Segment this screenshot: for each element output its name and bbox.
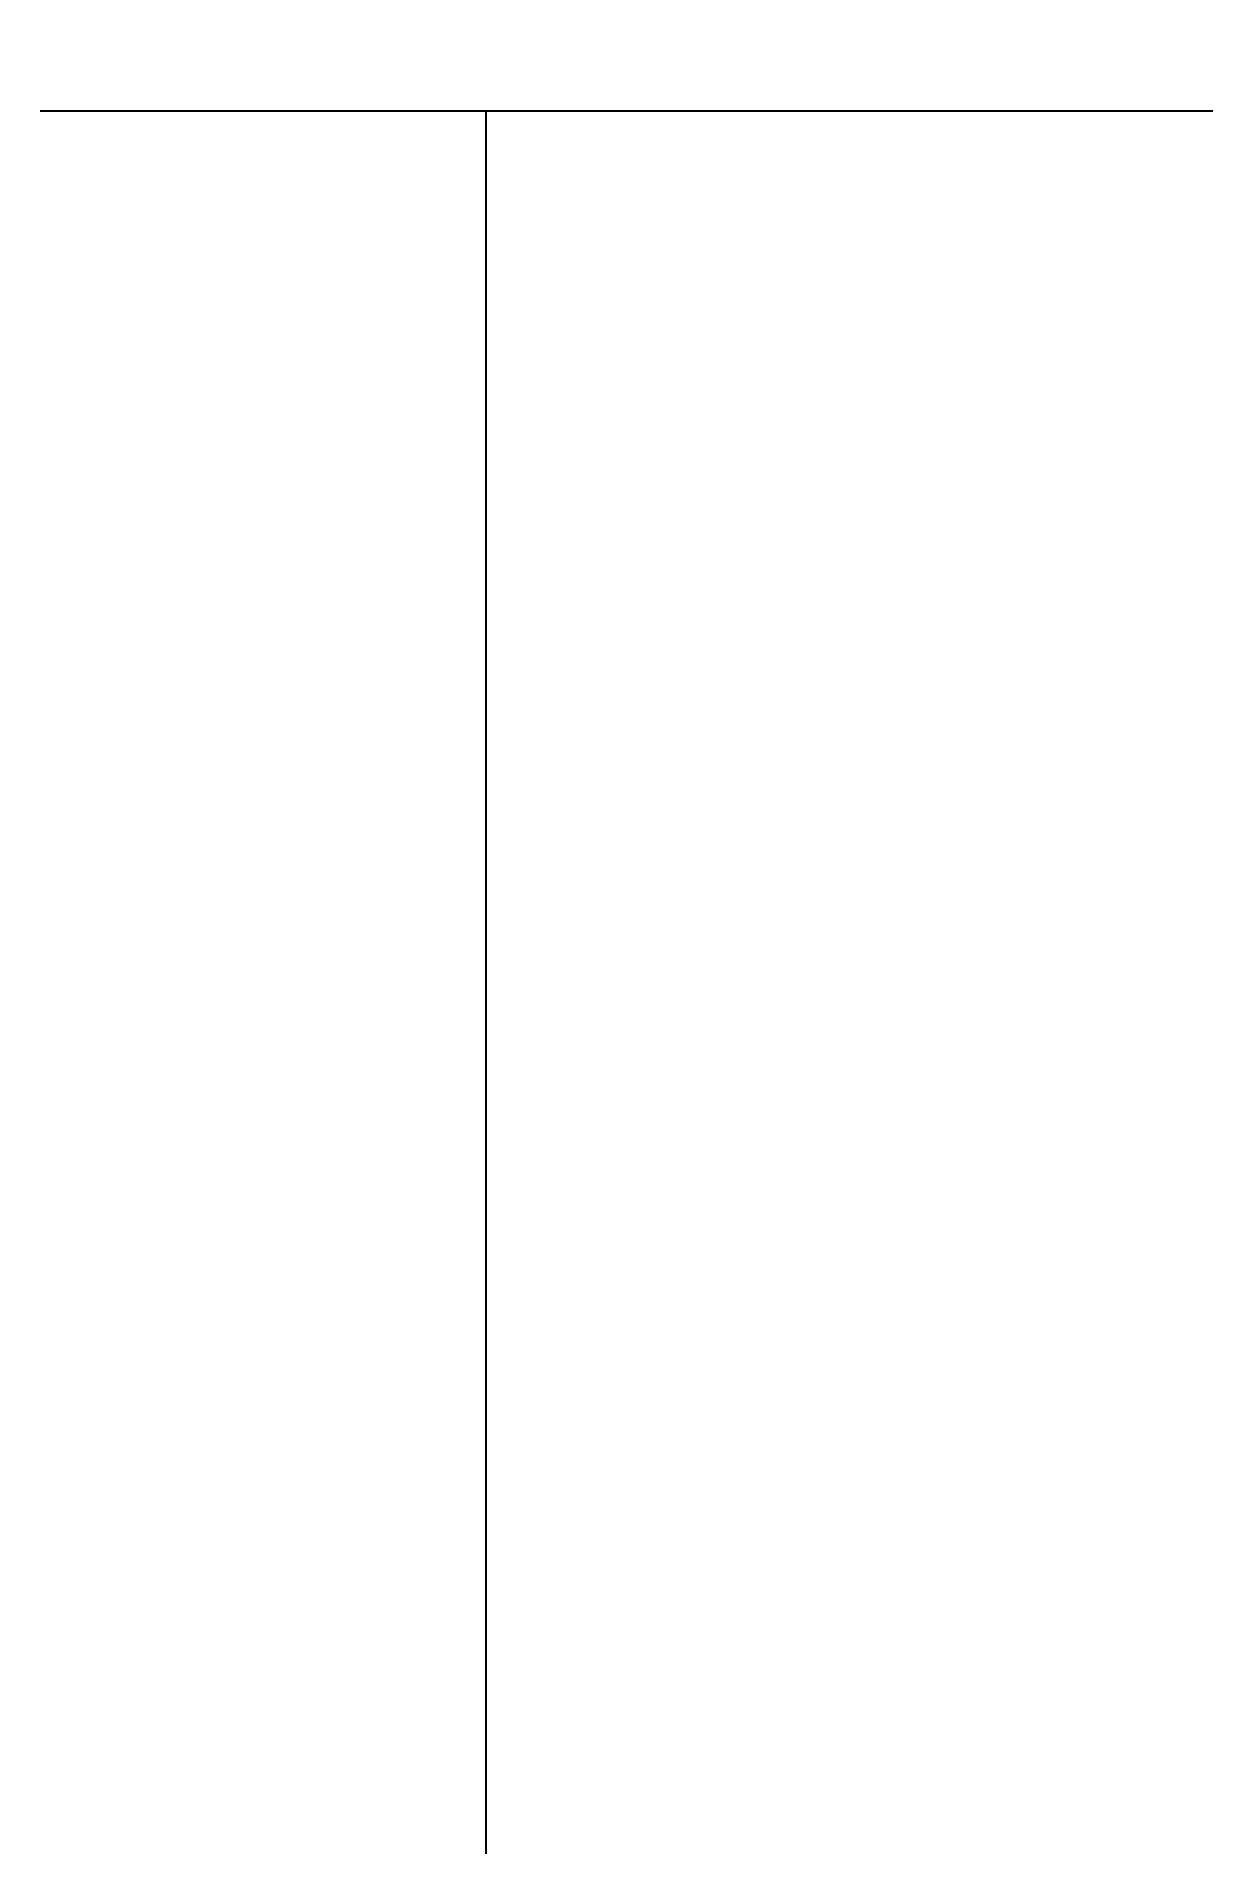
- commentary-column: [40, 112, 460, 1854]
- page-header: [40, 40, 1213, 112]
- text-columns: [40, 112, 1213, 1854]
- column-divider: [485, 112, 487, 1854]
- main-text-column: [493, 112, 1213, 1854]
